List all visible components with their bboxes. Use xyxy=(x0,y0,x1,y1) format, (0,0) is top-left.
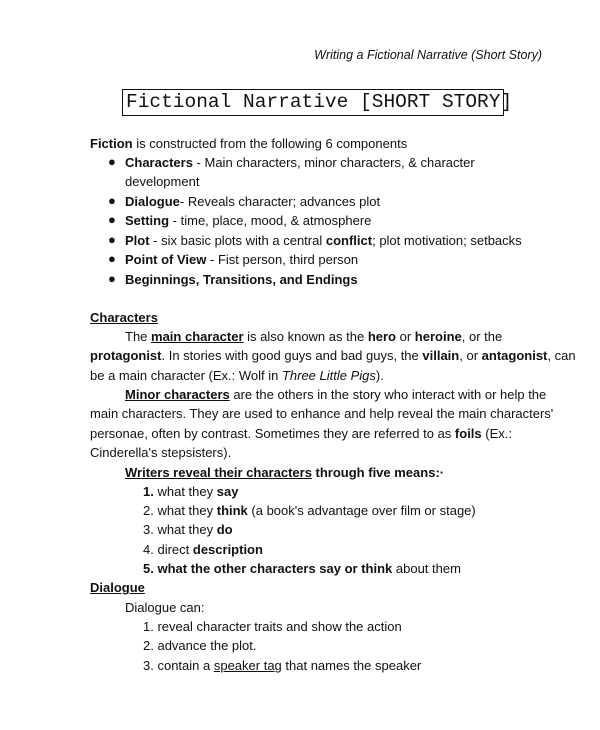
numbered-item: 1. what they say xyxy=(143,484,239,499)
dialogue-heading: Dialogue xyxy=(90,580,145,595)
bullet-icon: ● xyxy=(108,193,116,208)
list-item: Characters - Main characters, minor characters, & character xyxy=(125,155,475,170)
paragraph-line: protagonist. In stories with good guys and bad guys, the villain, or antagonist, can xyxy=(90,348,576,363)
paragraph-line: be a main character (Ex.: Wolf in Three Little Pigs). xyxy=(90,368,384,383)
paragraph-line: The main character is also known as the hero or heroine, or the xyxy=(125,329,503,344)
bullet-icon: ● xyxy=(108,271,116,286)
numbered-item: 4. direct description xyxy=(143,542,263,557)
running-header: Writing a Fictional Narrative (Short Story) xyxy=(314,48,542,62)
characters-heading: Characters xyxy=(90,310,158,325)
numbered-item: 2. what they think (a book's advantage over film or stage) xyxy=(143,503,476,518)
bullet-icon: ● xyxy=(108,154,116,169)
paragraph-line: personae, often by contrast. Sometimes they are referred to as foils (Ex.: xyxy=(90,426,512,441)
numbered-item: 3. what they do xyxy=(143,522,233,537)
five-means-heading: Writers reveal their characters through five means:· xyxy=(125,465,445,480)
bullet-icon: ● xyxy=(108,251,116,266)
list-item: Beginnings, Transitions, and Endings xyxy=(125,272,358,287)
numbered-item: 2. advance the plot. xyxy=(143,638,257,653)
paragraph-line: main characters. They are used to enhance and help reveal the main characters' xyxy=(90,406,554,421)
list-item-continuation: development xyxy=(125,174,200,189)
bullet-icon: ● xyxy=(108,232,116,247)
dialogue-intro: Dialogue can: xyxy=(125,600,205,615)
intro-line: Fiction is constructed from the following 6 components xyxy=(90,136,408,151)
document-title: Fictional Narrative [SHORT STORY] xyxy=(122,89,504,116)
list-item: Setting - time, place, mood, & atmosphere xyxy=(125,213,372,228)
list-item: Dialogue- Reveals character; advances plot xyxy=(125,194,381,209)
paragraph-line: Minor characters are the others in the story who interact with or help the xyxy=(125,387,547,402)
numbered-item: 5. what the other characters say or think about them xyxy=(143,561,461,576)
list-item: Plot - six basic plots with a central conflict; plot motivation; setbacks xyxy=(125,233,522,248)
bullet-icon: ● xyxy=(108,212,116,227)
numbered-item: 1. reveal character traits and show the action xyxy=(143,619,402,634)
paragraph-line: Cinderella's stepsisters). xyxy=(90,445,232,460)
list-item: Point of View - Fist person, third person xyxy=(125,252,359,267)
numbered-item: 3. contain a speaker tag that names the speaker xyxy=(143,658,422,673)
fiction-term: Fiction xyxy=(90,136,133,151)
